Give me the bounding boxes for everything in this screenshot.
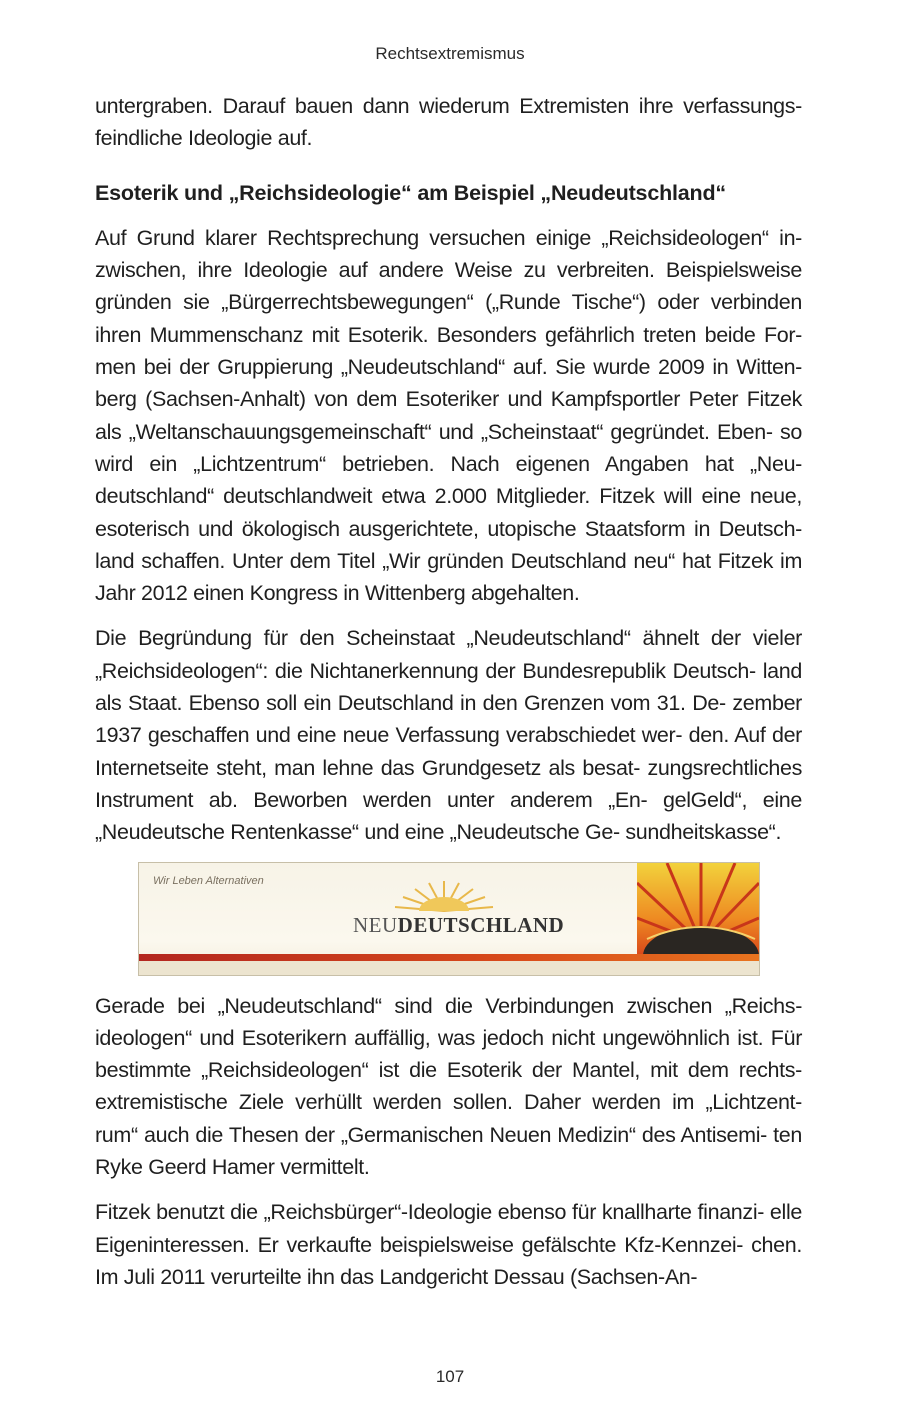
banner-logo-text: NEUDEUTSCHLAND [353, 912, 565, 937]
sunrise-logo-icon [389, 877, 499, 913]
paragraph: Fitzek benutzt die „Reichsbürger“-Ideologie ebenso für knallharte finanzi- elle Eigeninteressen. Er verkaufte beispielsweise gefälschte Kfz-Kennzei- chen. Im Juli 2011 verurteilte ihn das Landgericht Dessau (Sachsen-An- [95, 1200, 802, 1289]
paragraph: Die Begründung für den Scheinstaat „Neudeutschland“ ähnelt der vieler „Reichsideologen“: die Nichtanerkennung der Bundesrepublik Deutsch- land als Staat. Ebenso soll ein Deutschland in den Grenzen vom 31. De- zember 1937 geschaffen und eine neue Verfassung verabschiedet wer- den. Auf der Internetseite steht, man lehne das Grundgesetz als besat- zungsrechtliches Instrument ab. Beworben werden unter anderem „En- gelGeld“, eine „Neudeutsche Rentenkasse“ und eine „Neudeutsche Ge- sundheitskasse“. [95, 626, 802, 845]
banner-tagline: Wir Leben Alternativen [153, 874, 264, 887]
paragraph-intro: untergraben. Darauf bauen dann wiederum Extremisten ihre verfassungs- feindliche Ideologie auf. [95, 94, 802, 151]
neudeutschland-banner-image [138, 862, 760, 976]
page-number: 107 [435, 1367, 465, 1386]
paragraph: Auf Grund klarer Rechtsprechung versuchen einige „Reichsideologen“ in- zwischen, ihre Ideologie auf andere Weise zu verbreiten. Beispielsweise gründen sie „Bürgerrechtsbewegungen“ („Runde Tische“) oder verbinden ihren Mummenschanz mit Esoterik. Besonders gefährlich treten beide For- men bei der Gruppierung „Neudeutschland“ auf. Sie wurde 2009 in Witten- berg (Sachsen-Anhalt) von dem Esoteriker und Kampfsportler Peter Fitzek als „Weltanschauungsgemeinschaft“ und „Scheinstaat“ gegründet. Eben- so wird ein „Lichtzentrum“ betrieben. Nach eigenen Angaben hat „Neu- deutschland“ deutschlandweit etwa 2.000 Mitglieder. Fitzek will eine neue, esoterisch und ökologisch ausgerichtete, utopische Staatsform in Deutsch- land schaffen. Unter dem Titel „Wir gründen Deutschland neu“ hat Fitzek im Jahr 2012 einen Kongress in Wittenberg abgehalten. [95, 225, 802, 606]
banner-nav-strip [139, 961, 759, 975]
running-head: Rechtsextremismus [375, 44, 525, 63]
banner-red-bar [139, 954, 759, 961]
section-heading: Esoterik und „Reichsideologie“ am Beispiel „Neudeutschland“ [95, 180, 726, 205]
sunset-image [637, 863, 759, 956]
paragraph: Gerade bei „Neudeutschland“ sind die Verbindungen zwischen „Reichs- ideologen“ und Esoterikern auffällig, was jedoch nicht ungewöhnlich ist. Für bestimmte „Reichsideologen“ ist die Esoterik der Mantel, mit dem rechts- extremistische Ziele verhüllt werden sollen. Daher werden im „Lichtzent- rum“ auch die Thesen der „Germanischen Neuen Medizin“ des Antisemi- ten Ryke Geerd Hamer vermittelt. [95, 993, 802, 1180]
page-body [95, 90, 802, 1306]
